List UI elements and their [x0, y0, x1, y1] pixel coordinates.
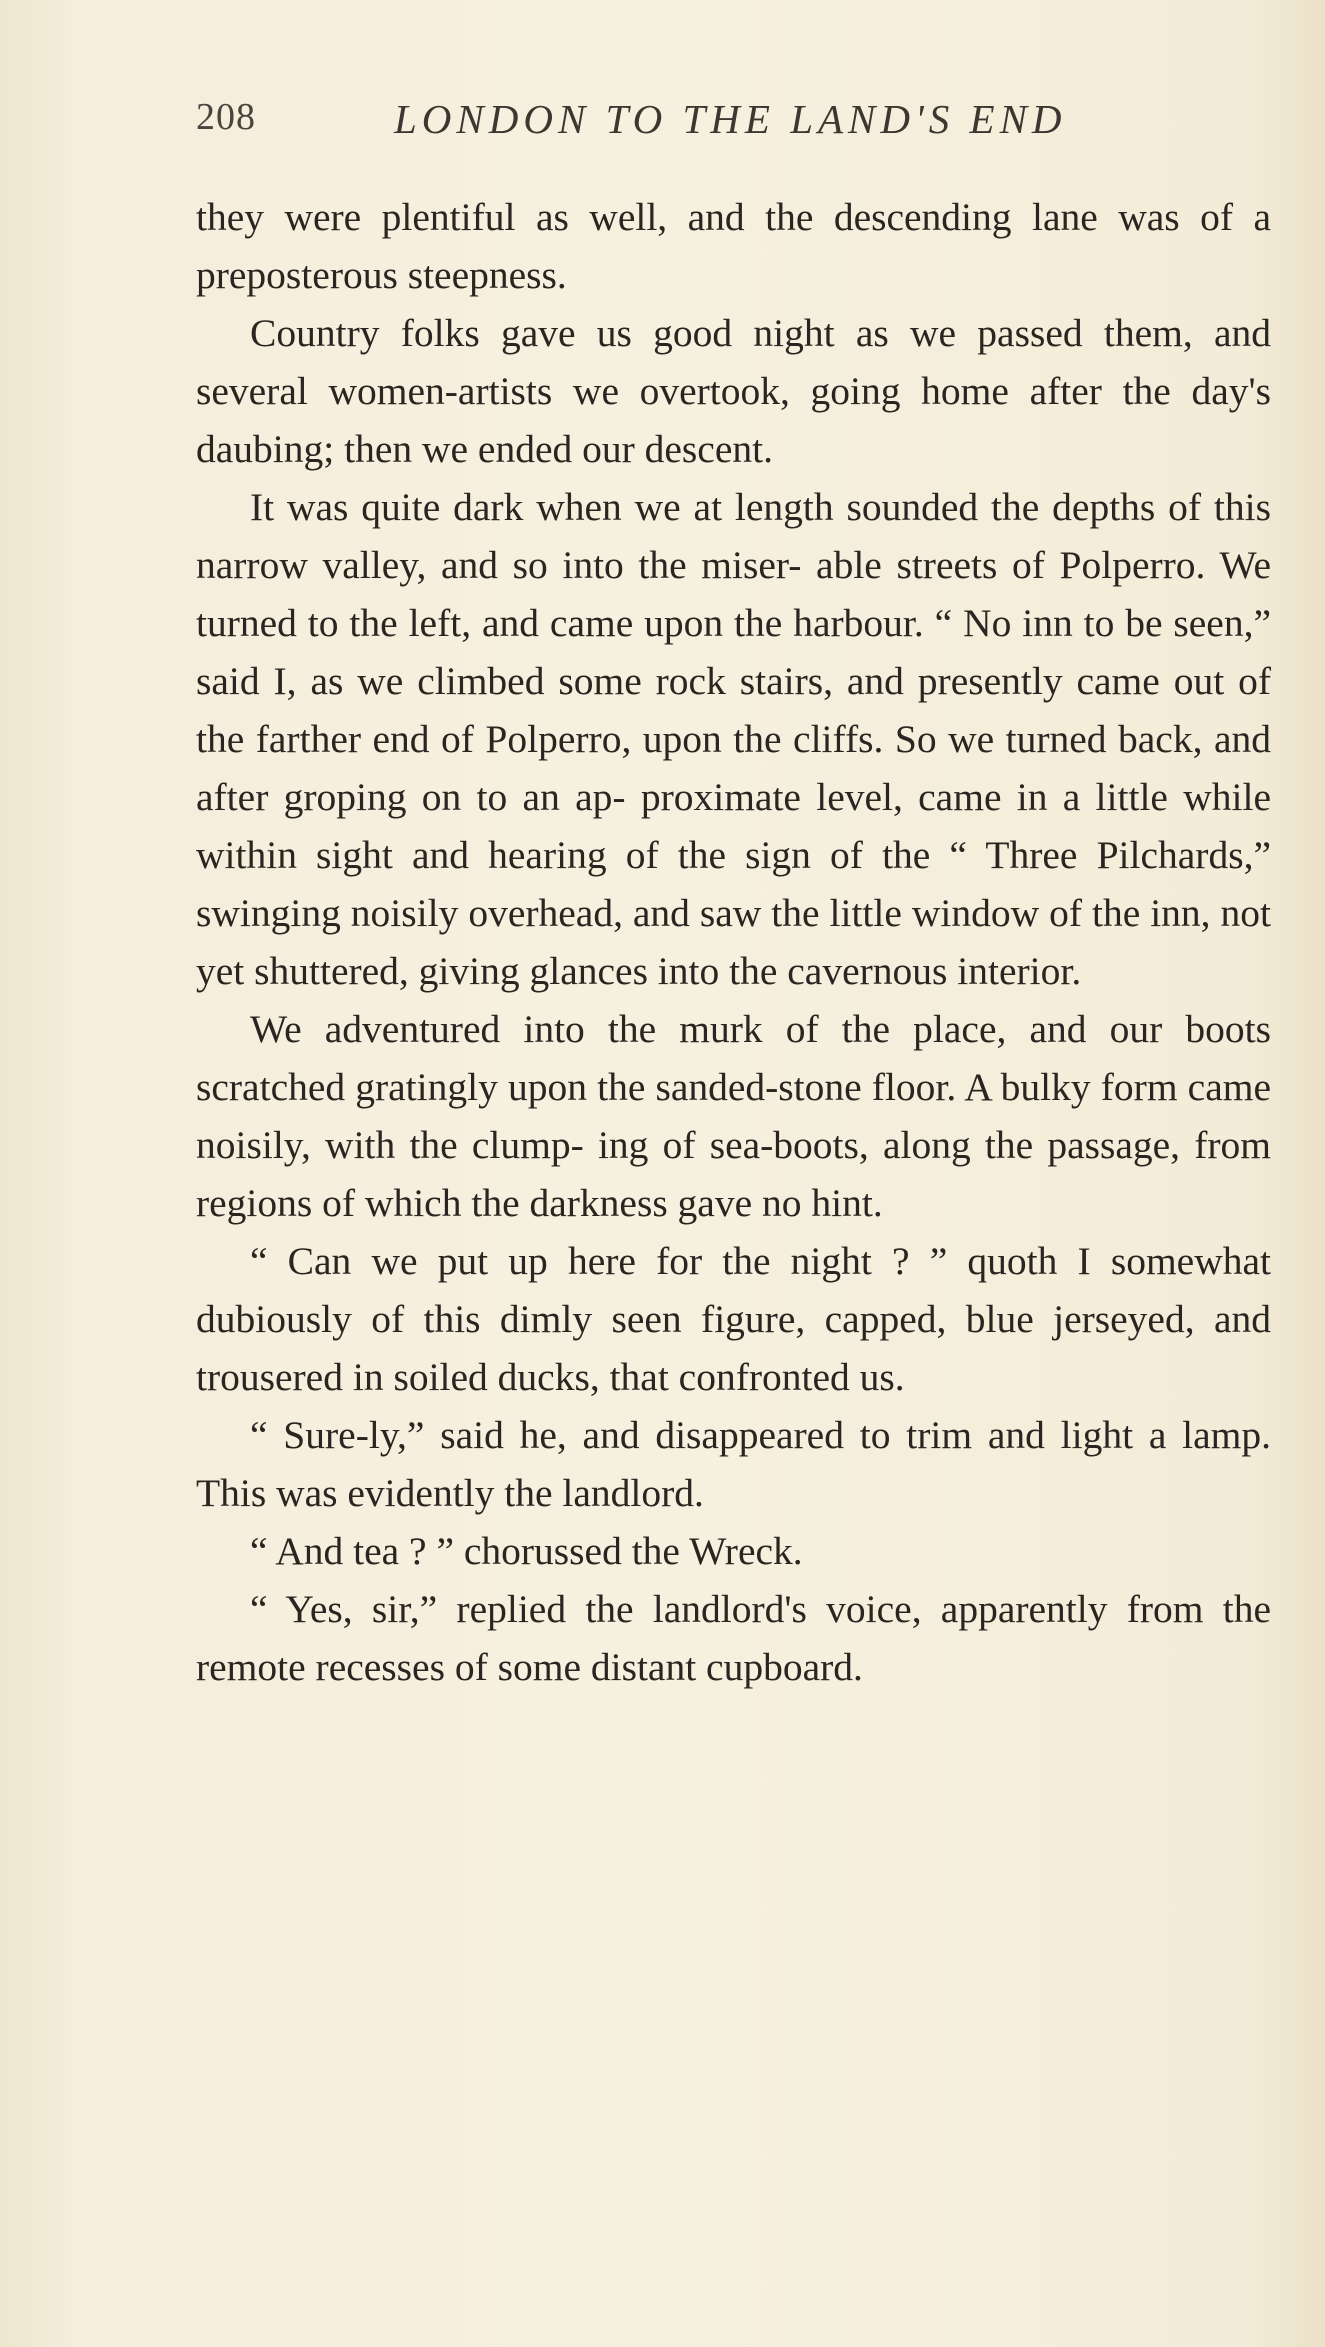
paragraph-continuation: they were plentiful as well, and the descending lane was of a preposterous steepness.: [196, 195, 1271, 297]
page-header: [196, 95, 1096, 155]
body-text: [196, 188, 1271, 1696]
paragraph: It was quite dark when we at length sounded the depths of this narrow valley, and so into the miser- able streets of Polperro. We turned to the left, and came upon the harbour. “ No inn to be seen,” said I, as we climbed some rock stairs, and presently came out of the farther end of Polperro, upon the cliffs. So we turned back, and after groping on to an ap- proximate level, came in a little while within sight and hearing of the sign of the “ Three Pilchards,” swinging noisily overhead, and saw the little window of the inn, not yet shuttered, giving glances into the cavernous interior.: [196, 485, 1271, 993]
paragraph: We adventured into the murk of the place, and our boots scratched gratingly upon the sanded-stone floor. A bulky form came noisily, with the clump- ing of sea-boots, along the passage, from regions of which the darkness gave no hint.: [196, 1007, 1271, 1225]
paragraph-dialogue: “ And tea ? ” chorussed the Wreck.: [250, 1529, 803, 1573]
paragraph-dialogue: “ Yes, sir,” replied the landlord's voice, apparently from the remote recesses of some distant cupboard.: [196, 1587, 1271, 1689]
running-title: LONDON TO THE LAND'S END: [394, 96, 1067, 142]
paragraph-dialogue: “ Sure-ly,” said he, and disappeared to trim and light a lamp. This was evidently the landlord.: [196, 1413, 1271, 1515]
page-number: 208: [196, 96, 256, 138]
paragraph: Country folks gave us good night as we passed them, and several women-artists we overtook, going home after the day's daubing; then we ended our descent.: [196, 311, 1271, 471]
paragraph-dialogue: “ Can we put up here for the night ? ” quoth I somewhat dubiously of this dimly seen figure, capped, blue jerseyed, and trousered in soiled ducks, that confronted us.: [196, 1239, 1271, 1399]
